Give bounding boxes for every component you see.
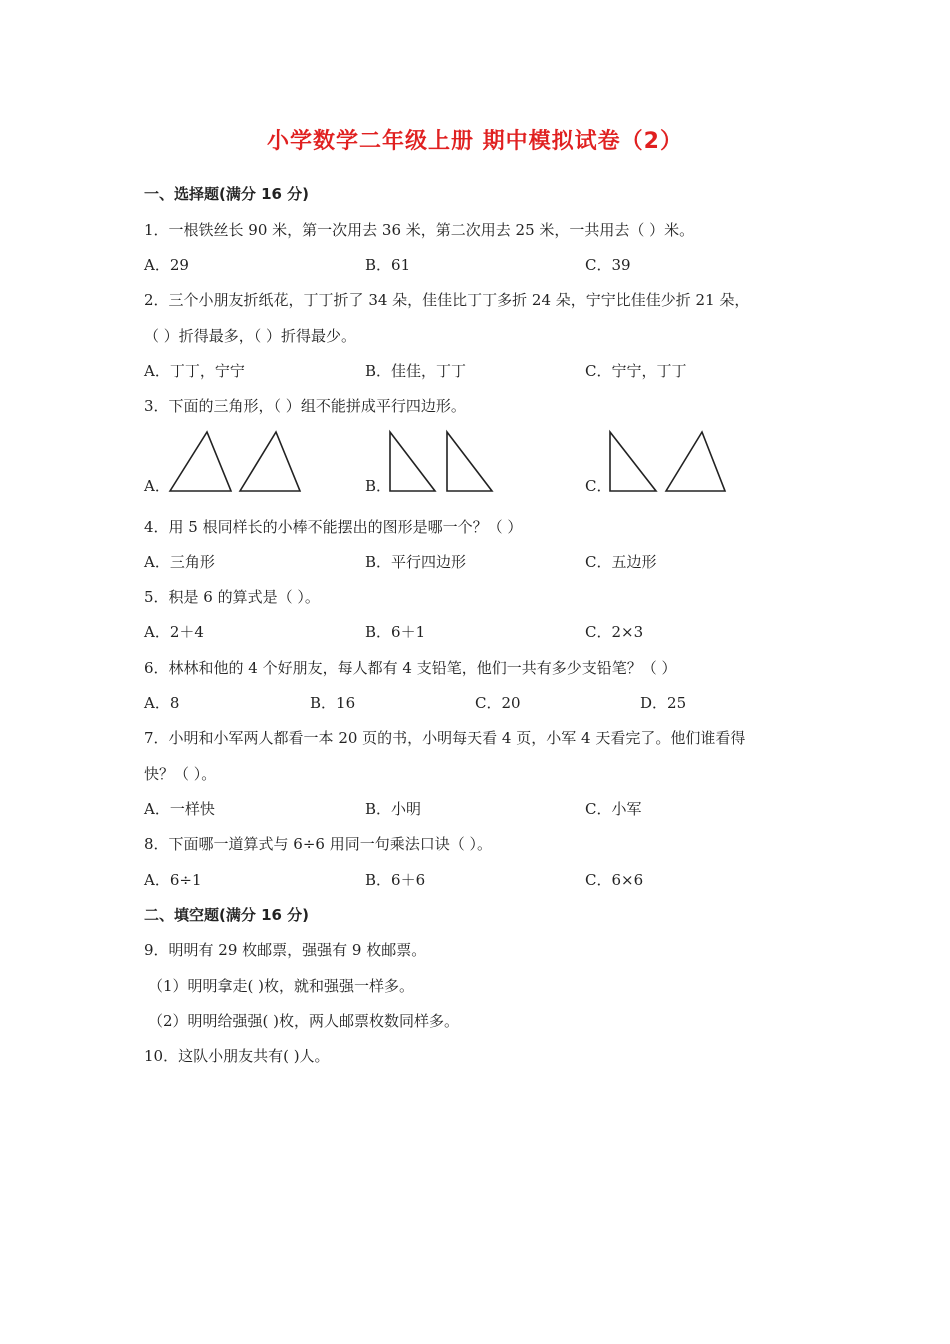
section-heading-choice: 一、选择题(满分 16 分) [144,185,310,203]
right-triangle-1 [390,432,435,491]
q6-option-a: A．8 [144,694,180,712]
question-7-line-2: 快？（ ）。 [144,765,217,783]
question-6: 6．林林和他的 4 个好朋友，每人都有 4 支铅笔，他们一共有多少支铅笔？（ ） [144,659,677,677]
q5-option-b: B．6＋1 [365,623,426,641]
acute-triangle-3 [666,432,725,491]
question-10: 10．这队小朋友共有( )人。 [144,1047,330,1065]
q5-option-a: A．2＋4 [144,623,204,641]
q4-option-b: B．平行四边形 [365,553,467,571]
q2-option-a: A．丁丁，宁宁 [144,362,245,380]
right-triangle-2 [447,432,492,491]
question-9-part-2: （2）明明给强强( )枚，两人邮票枚数同样多。 [148,1012,460,1030]
acute-triangle-2 [240,432,300,491]
q3-option-c: C． [585,477,612,495]
q8-option-c: C．6×6 [585,871,644,889]
q6-option-c: C．20 [475,694,521,712]
q3-option-a: A． [144,477,170,495]
question-5: 5．积是 6 的算式是（ ）。 [144,588,320,606]
question-9-part-1: （1）明明拿走( )枚，就和强强一样多。 [148,977,415,995]
question-4: 4．用 5 根同样长的小棒不能摆出的图形是哪一个？（ ） [144,518,523,536]
page-title: 小学数学二年级上册 期中模拟试卷（2） [267,129,683,154]
question-2-line-1: 2．三个小朋友折纸花，丁丁折了 34 朵，佳佳比丁丁多折 24 朵，宁宁比佳佳少折 21 朵， [144,291,750,309]
q3-option-c-triangles [605,428,731,496]
q1-option-a: A．29 [144,256,189,274]
question-1: 1．一根铁丝长 90 米，第一次用去 36 米，第二次用去 25 米，一共用去（ ）米。 [144,221,695,239]
acute-triangle-1 [170,432,231,491]
q4-option-a: A．三角形 [144,553,215,571]
q1-option-b: B．61 [365,256,411,274]
q2-option-b: B．佳佳，丁丁 [365,362,467,380]
q1-option-c: C．39 [585,256,631,274]
q7-option-c: C．小军 [585,800,642,818]
q5-option-c: C．2×3 [585,623,644,641]
right-triangle-3 [610,432,656,491]
q4-option-c: C．五边形 [585,553,657,571]
q6-option-b: B．16 [310,694,356,712]
question-2-line-2: （ ）折得最多，（ ）折得最少。 [144,327,357,345]
question-3: 3．下面的三角形，（ ）组不能拼成平行四边形。 [144,397,466,415]
question-9: 9．明明有 29 枚邮票，强强有 9 枚邮票。 [144,941,427,959]
q8-option-a: A．6÷1 [144,871,202,889]
question-8: 8．下面哪一道算式与 6÷6 用同一句乘法口诀（ ）。 [144,835,493,853]
q7-option-a: A．一样快 [144,800,215,818]
q2-option-c: C．宁宁，丁丁 [585,362,687,380]
q3-option-b-triangles [385,428,497,496]
q3-option-a-triangles [165,428,305,496]
q8-option-b: B．6＋6 [365,871,426,889]
section-heading-fill-in: 二、填空题(满分 16 分) [144,906,310,924]
question-7-line-1: 7．小明和小军两人都看一本 20 页的书，小明每天看 4 页，小军 4 天看完了。他们谁看得 [144,729,746,747]
q3-option-b: B． [365,477,392,495]
q7-option-b: B．小明 [365,800,422,818]
q6-option-d: D．25 [640,694,687,712]
